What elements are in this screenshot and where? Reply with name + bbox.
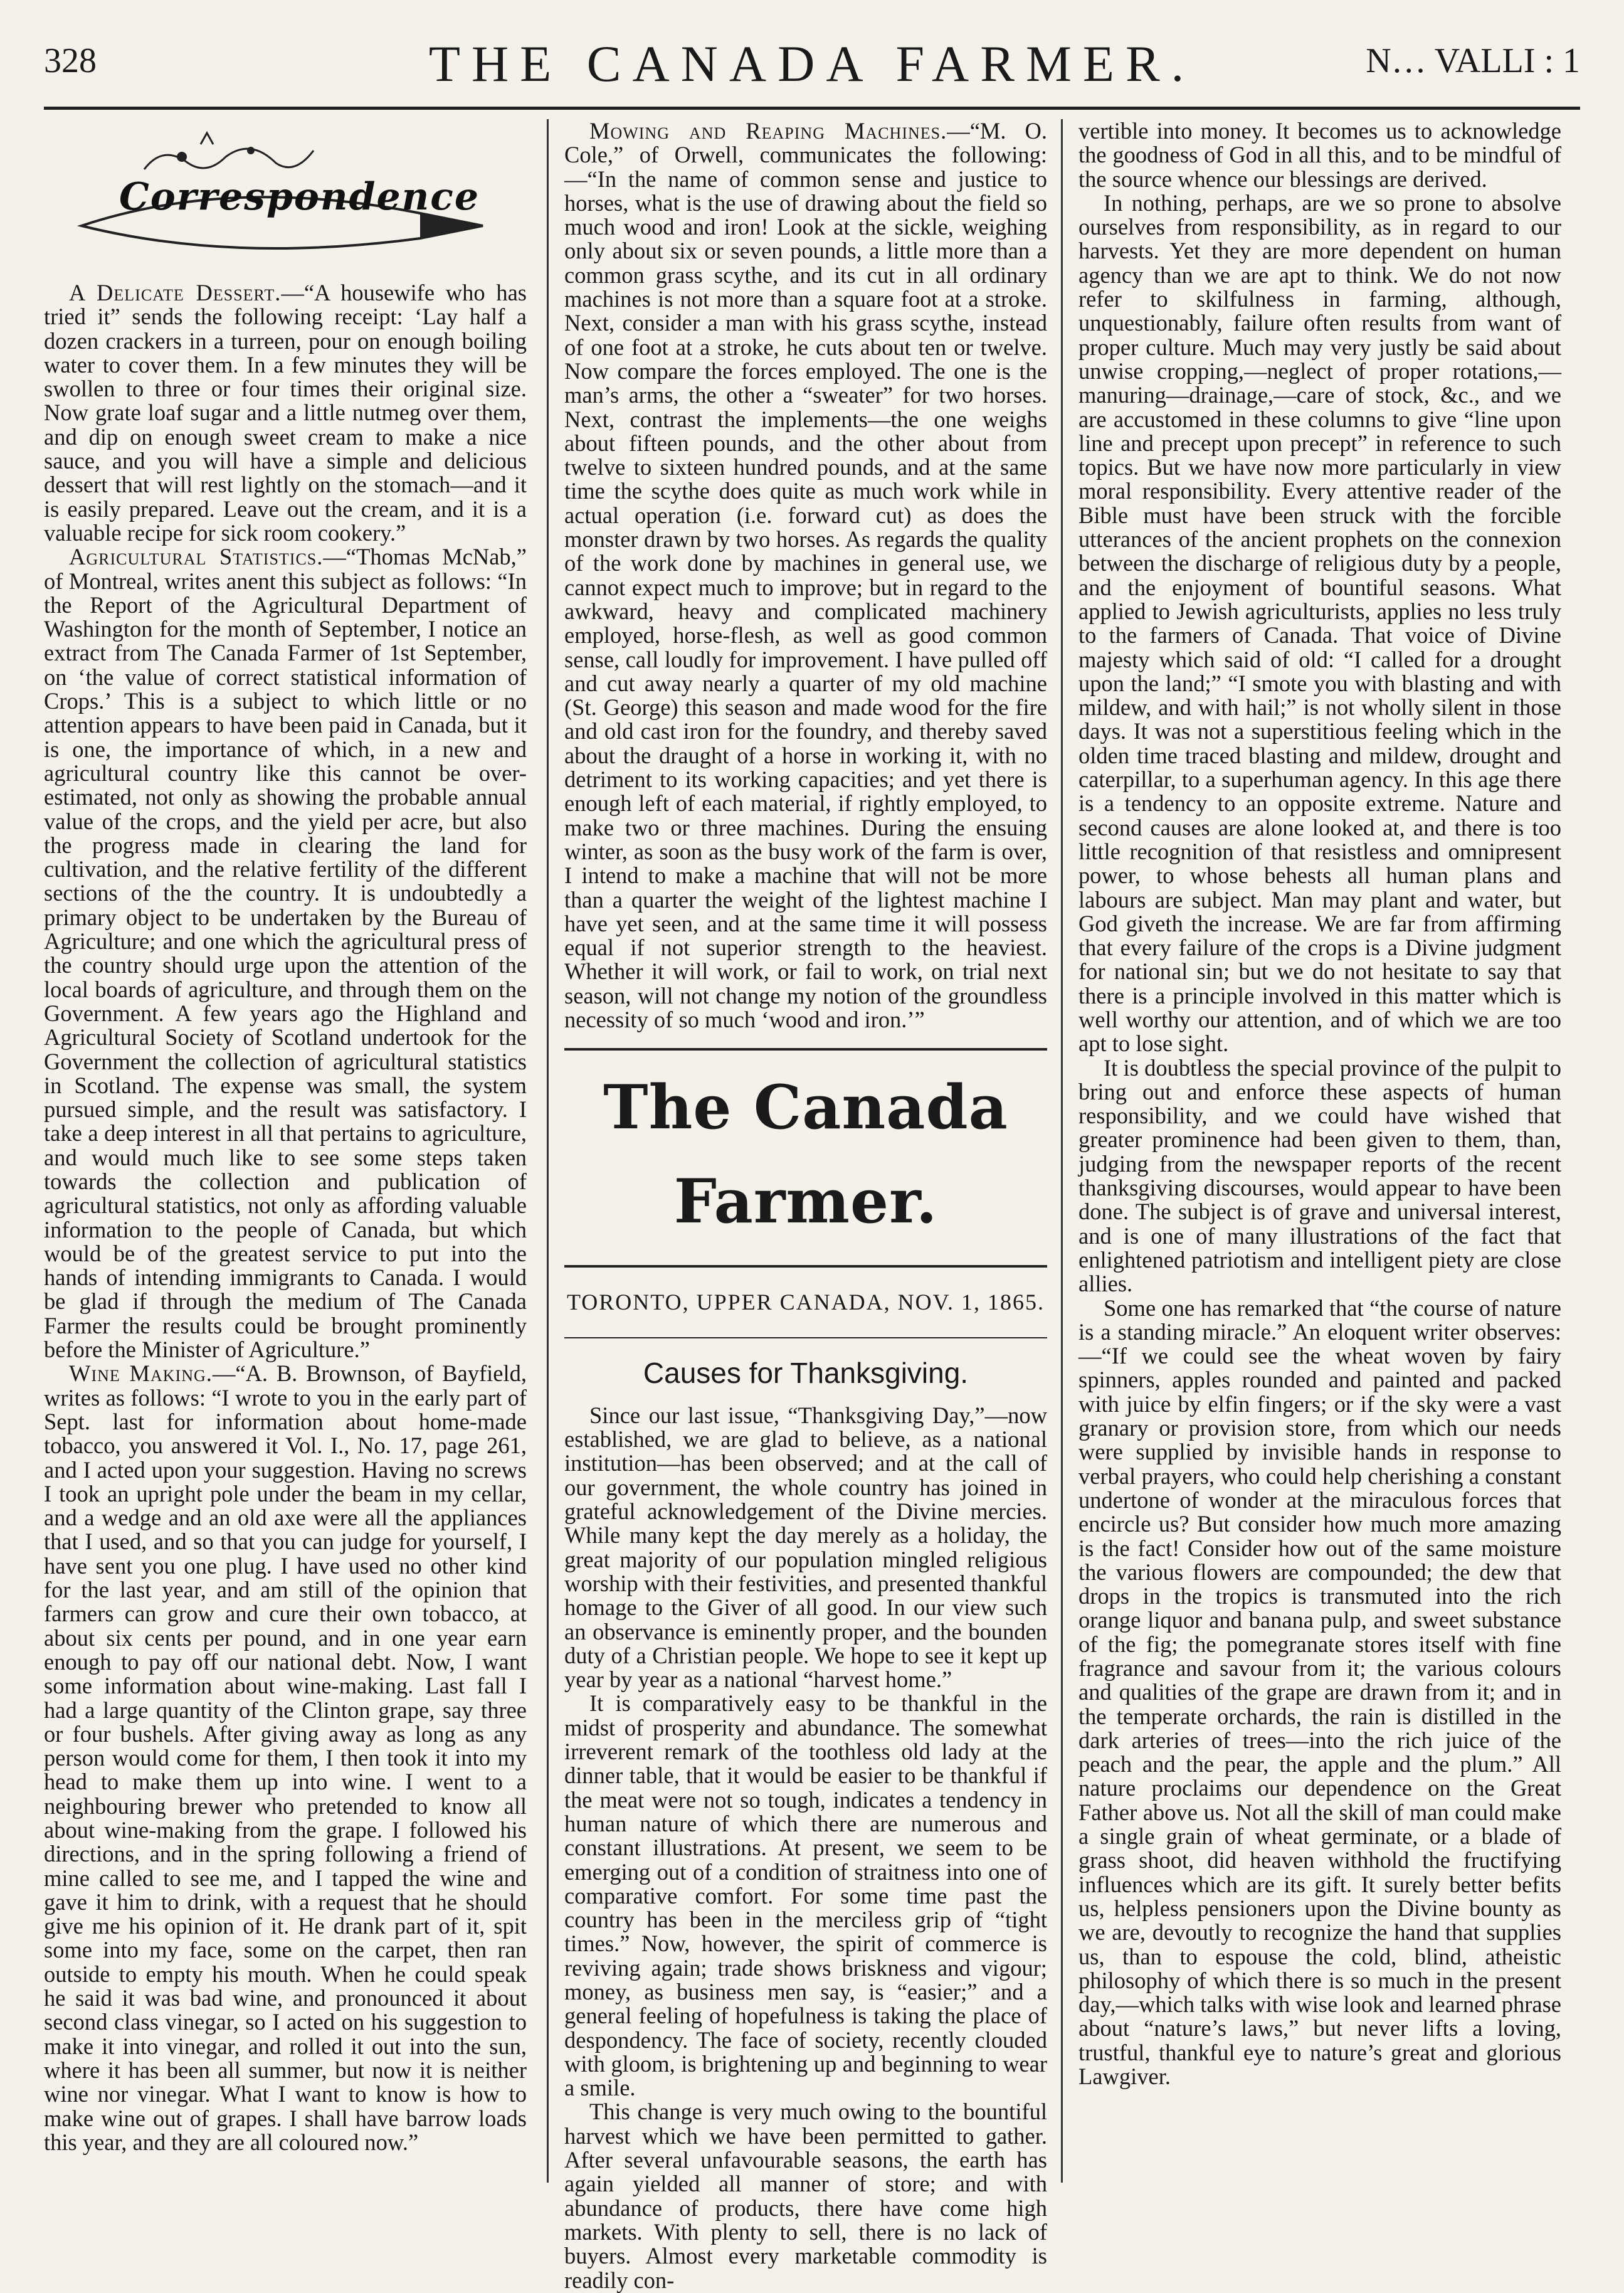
dateline-rule xyxy=(564,1337,1047,1338)
page-header xyxy=(44,34,1580,103)
issue-number: N… VALLI : 1 xyxy=(1366,41,1580,80)
paragraph: Some one has remarked that “the course of nature is a standing miracle.” An eloquent writer observes:—“If we could see the wheat woven by fairy spinners, apples rounded and painted and packed with juice by elfin fingers; or if the sky were a vast granary or provision store, from which our needs were supplied by invisible hands in response to verbal prayers, who could help cherishing a constant undertone of wonder at the miraculous forces that encircle us? But consider how much more amazing is the fact! Consider how out of the same moisture the various flowers are compounded; the dew that drops in the tropics is transmuted into the rich orange liquor and banana pulp, and sweet substance of the fig; the pomegranate stores itself with fine fragrance and savour from it; the various colours and qualities of the grape are drawn from it; and in the temperate orchards, the rain is distilled in the dark arteries of trees—into the rich juice of the peach and the pear, the apple and the plum.” All nature proclaims our dependence on the Great Father above us. Not all the skill of man could make a single grain of wheat germinate, or a blade of grass shoot, did heaven withhold the fructifying influences which are its gift. It surely better befits us, helpless pensioners upon the Divine bounty as we are, devoutly to recognize the hand that supplies us, than to espouse the cold, blind, atheistic philosophy of which there is so much in the present day,—which talks with wise look and learned phrase about “nature’s laws,” but never lifts a loving, trustful, thankful eye to nature’s great and glorious Lawgiver. xyxy=(1078,1295,1562,2090)
column-1 xyxy=(44,119,527,2183)
paragraph: It is doubtless the special province of the pulpit to bring out and enforce these aspects of human responsibility, and we could have wished that greater prominence had been given to them, than, judging from the newspaper reports of the recent thanksgiving discourses, would appear to have been done. The subject is of grave and universal interest, and is one of many illustrations of the fact that enlightened patriotism and intelligent piety are close allies. xyxy=(1078,1054,1561,1297)
page-number: 328 xyxy=(44,41,97,80)
lead-in: Agricultural Statistics. xyxy=(69,544,324,570)
paragraph xyxy=(564,119,1047,1032)
paragraph-text: —“A housewife who has tried it” sends the following receipt: ‘Lay half a dozen crackers in a turreen, pour on enough boiling water to cover them. In a few minutes they will be swollen to three or four times their original size. Now grate loaf sugar and a little nutmeg over them, and dip on enough sweet cream to make a nice sauce, and you will have a simple and delicious dessert that will rest lightly on the stomach—and it is easily prepared. Leave out the cream, and it is a valuable recipe for sick room cookery.” xyxy=(44,280,527,546)
correspondence-heading: Correspondence xyxy=(119,175,480,219)
paragraph-text: —“A. B. Brownson, of Bayfield, writes as follows: “I wrote to you in the early part of Sept. last for information about home-made tobacco, you answered it Vol. I., No. 17, page 261, and I acted upon your suggestion. Having no screws I took an upright pole under the beam in my cellar, and a wedge and an old axe were all the appliances that I used, and so that you can judge for yourself, I have sent you one plug. I have used no other kind for the last year, and am still of the opinion that farmers can grow and cure their own tobacco, at about six cents per pound, and in one year earn enough to pay off our national debt. Now, I want some information about wine-making. Last fall I had a large quantity of the Clinton grape, say three or four bushels. After giving away as long as any person would come for them, I then took it into my head to make them up into wine. I went to a neighbouring brewer who pretended to know all about wine-making from the grape. I followed his directions, and in the spring following a friend of mine called to see me, and I tapped the wine and gave it him to drink, with a request that he should give me his opinion of it. He drank part of it, spit some into my face, some on the carpet, then ran outside to empty his mouth. When he could speak he said it was bad wine, and pronounced it about second class vinegar, so I acted on his suggestion to make it into vinegar, and rolled it out into the sun, where it has been all summer, but now it is neither wine nor vinegar. What I want to know is how to make wine out of grapes. I shall have barrow loads this year, and they are all coloured now.” xyxy=(44,1360,527,2155)
masthead-title: The Canada Farmer. xyxy=(603,1072,1008,1237)
masthead-rule xyxy=(564,1265,1047,1268)
header-rule xyxy=(44,107,1580,110)
paragraph: Since our last issue, “Thanksgiving Day,”—now established, we are glad to believe, as a national institution—has been observed; and at the call of our government, the whole country has joined in grateful acknowledgement of the Divine mercies. While many kept the day merely as a holiday, the great majority of our population mingled religious worship with their festivities, and presented thankful homage to the Giver of all good. In our view such an observance is eminently proper, and the bounden duty of a Christian people. We hope to see it kept up year by year as a national “harvest home.” xyxy=(564,1402,1047,1693)
column-3 xyxy=(1078,119,1561,2183)
dateline: TORONTO, UPPER CANADA, NOV. 1, 1865. xyxy=(566,1289,1045,1315)
paragraph xyxy=(44,281,527,545)
paragraph: It is comparatively easy to be thankful in the midst of prosperity and abundance. The somewhat irreverent remark of the toothless old lady at the dinner table, that it would be easier to be thankful if the meat were not so tough, indicates a tendency in human nature of which there are numerous and constant illustrations. At present, we seem to be emerging out of a condition of straitness into one of comparative comfort. For some time past the country has been in the merciless grip of “tight times.” Now, however, the spirit of commerce is reviving again; trade shows briskness and vigour; money, as business men say, is “easier;” and a general feeling of hopefulness is taking the place of despondency. The face of society, recently clouded with gloom, is brightening up and beginning to wear a smile. xyxy=(564,1690,1047,2101)
paragraph: In nothing, perhaps, are we so prone to absolve ourselves from responsibility, as in regard to our harvests. Yet they are more dependent on human agency than we are apt to think. We do not now refer to skilfulness in farming, although, unquestionably, failure often results from want of proper culture. Much may very justly be said about unwise cropping,—neglect of proper rotations,—manuring—drainage,—care of stock, &c., and we are accustomed in these columns to give “line upon line and precept upon precept” in reference to such topics. But we have now more particularly in view moral responsibility. Every attentive reader of the Bible must have been struck with the forcible utterances of the ancient prophets on the connexion between the discharge of religious duty by a people, and the enjoyment of bountiful seasons. What applied to Jewish agriculturists, applies no less truly to the farmers of Canada. That voice of Divine majesty which said of old: “I called for a drought upon the land;” “I smote you with blasting and with mildew, and with hail;” is not wholly silent in those days. It was not a superstitious feeling which in the olden time traced blasting and mildew, drought and caterpillar, to a superhuman agency. In this age there is a tendency to an opposite extreme. Nature and second causes are alone looked at, and there is too little recognition of that resistless and omnipresent power, to whose behests all human plans and labours are subject. Man may plant and water, but God giveth the increase. We are far from affirming that every failure of the crops is a Divine judgment for national sin; but we do not hesitate to say that there is a principle involved in this matter which is well worthy our attention, and of which we are too apt to lose sight. xyxy=(1078,189,1561,1057)
column-2 xyxy=(564,118,1047,2293)
masthead-rule xyxy=(564,1048,1047,1051)
lead-in: Wine Making. xyxy=(69,1360,213,1387)
article-title: Causes for Thanksgiving. xyxy=(643,1356,969,1389)
correspondence-banner xyxy=(44,119,527,270)
column-rule xyxy=(547,119,549,2183)
paragraph xyxy=(44,545,527,1362)
lead-in: A Delicate Dessert. xyxy=(69,280,282,305)
paragraph: vertible into money. It becomes us to acknowledge the goodness of God in all this, and to be mindful of the source whence our blessings are derived. xyxy=(1078,118,1561,192)
paragraph-text: —“M. O. Cole,” of Orwell, communicates the following:—“In the name of common sense and justice to horses, what is the use of drawing about the field so much wood and iron! Look at the sickle, weighing only about six or seven pounds, a little more than a common grass scythe, and its cut in all ordinary machines is not more than a square foot at a stroke. Next, consider a man with his grass scythe, instead of one foot at a stroke, he cuts about ten or twelve. Now compare the forces employed. The one is the man’s arms, the other a “sweater” for two horses. Next, contrast the implements—the one weighs about fifteen pounds, and the other about from twelve to sixteen hundred pounds, and at the same time the scythe does quite as much work while in actual operation (i.e. forward cut) as does the monster drawn by two horses. As regards the quality of the work done by machines in general use, we cannot expect much to improve; but in regard to the awkward, heavy and complicated machinery employed, horse-flesh, as well as good common sense, call loudly for improvement. I have pulled off and cut away nearly a quarter of my old machine (St. George) this season and made wood for the fire and old cast iron for the foundry, and thereby saved about the draught of a horse in working it, with no detriment to its working capacities; and yet there is enough left of each material, if rightly employed, to make two or three machines. During the ensuing winter, as soon as the busy work of the farm is over, I intend to make a machine that will not be more than a quarter the weight of the lightest machine I have yet seen, and at the same time it will possess equal if not superior strength to the heaviest. Whether it will work, or fail to work, on trial next season, will not change my notion of the groundless necessity of so much ‘wood and iron.’” xyxy=(564,118,1047,1032)
paragraph xyxy=(44,1362,527,2154)
running-title: THE CANADA FARMER. xyxy=(428,35,1196,92)
paragraph-text: —“Thomas McNab,” of Montreal, writes anent this subject as follows: “In the Report of the Agricultural Department of Washington for the month of September, I notice an extract from The Canada Farmer of 1st September, on ‘the value of correct statistical information of Crops.’ This is a subject to which little or no attention appears to have been paid in Canada, but it is one, the importance of which, in a new and agricultural country like this cannot be over-estimated, not only as showing the probable annual value of the crops, and the yield per acre, but also the progress made in clearing the land for cultivation, and the relative fertility of the different sections of the the country. It is undoubtedly a primary object to be undertaken by the Bureau of Agriculture; and one which the agricultural press of the country should urge upon the attention of the local boards of agriculture, and through them on the Government. A few years ago the Highland and Agricultural Society of Scotland undertook for the Government the collection of agricultural statistics in Scotland. The expense was small, the system pursued simple, and the result was satisfactory. I take a deep interest in all that pertains to agriculture, and would much like to see some steps taken towards the collection and publication of agricultural statistics, not only as affording valuable information to the people of Canada, but which would be of the greatest service to put into the hands of intending immigrants to Canada. I would be glad if through the medium of The Canada Farmer the results could be brought prominently before the Minister of Agriculture.” xyxy=(44,544,527,1363)
lead-in: Mowing and Reaping Machines. xyxy=(589,118,947,144)
column-rule xyxy=(1061,119,1063,2183)
paragraph: This change is very much owing to the bountiful harvest which we have been permitted to gather. After several unfavourable seasons, the earth has again yielded all manner of store; and with abundance of products, there have come high markets. With plenty to sell, there is no lack of buyers. Almost every marketable commodity is readily con- xyxy=(564,2099,1047,2293)
